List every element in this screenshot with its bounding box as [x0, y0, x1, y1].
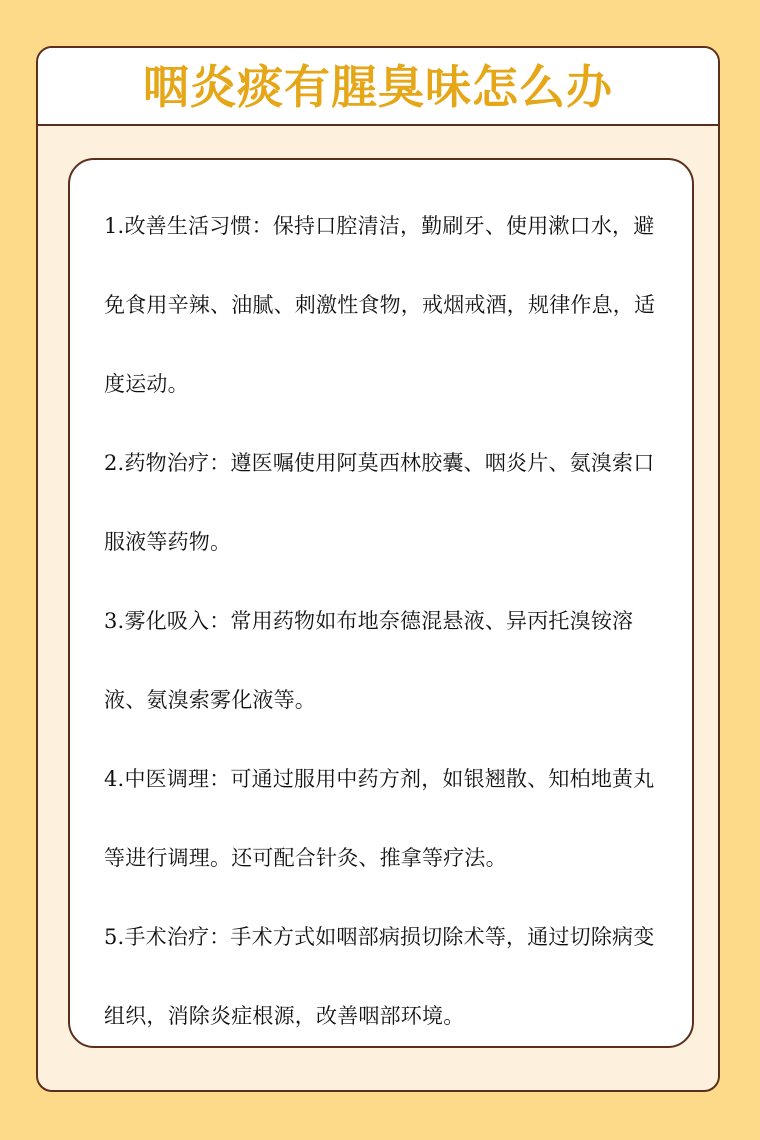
list-item	[104, 582, 664, 740]
item-text: 中医调理：可通过服用中药方剂，如银翘散、知柏地黄丸等进行调理。还可配合针灸、推拿等疗法。	[104, 767, 655, 870]
item-text: 手术治疗：手术方式如咽部病损切除术等，通过切除病变组织，消除炎症根源，改善咽部环境。	[104, 925, 655, 1028]
item-number: 3.	[104, 609, 125, 633]
content-box	[68, 158, 694, 1048]
item-text: 改善生活习惯：保持口腔清洁，勤刷牙、使用漱口水，避免食用辛辣、油腻、刺激性食物，戒烟戒酒，规律作息，适度运动。	[104, 214, 656, 396]
item-number: 4.	[104, 767, 125, 791]
item-text: 雾化吸入：常用药物如布地奈德混悬液、异丙托溴铵溶液、氨溴索雾化液等。	[104, 609, 634, 712]
item-number: 1.	[104, 214, 125, 238]
list-item	[104, 187, 664, 424]
item-text: 药物治疗：遵医嘱使用阿莫西林胶囊、咽炎片、氨溴索口服液等药物。	[104, 451, 655, 554]
list-item	[104, 898, 664, 1056]
card-header	[38, 48, 718, 126]
item-number: 2.	[104, 451, 125, 475]
item-number: 5.	[104, 925, 125, 949]
list-item	[104, 740, 664, 898]
list-item	[104, 424, 664, 582]
page-title: 咽炎痰有腥臭味怎么办	[143, 60, 613, 114]
tips-list	[104, 187, 664, 1056]
info-card	[36, 46, 720, 1092]
